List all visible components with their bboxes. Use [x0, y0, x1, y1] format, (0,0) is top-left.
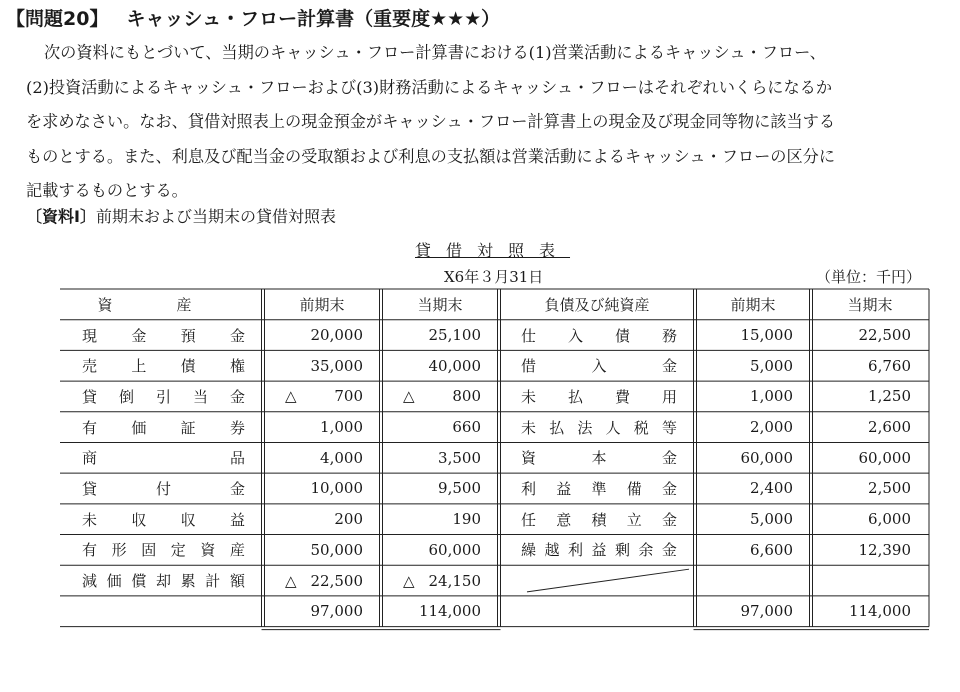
total-liab-current: 114,000 [848, 602, 911, 621]
asset-label-text: 貸 付 金 [82, 479, 245, 498]
statement-line: ものとする。また、利息及び配当金の受取額および利息の支払額は営業活動によるキャッシュ・フローの区分に [26, 146, 836, 166]
value-text: 660 [452, 418, 481, 437]
value-text: 12,390 [858, 540, 911, 559]
asset-label-text: 未 収 収 益 [82, 510, 245, 529]
header-liabilities-text: 負債及び純資産 [544, 295, 650, 314]
value-text: 5,000 [750, 356, 793, 375]
liability-label-text: 資 本 金 [521, 449, 677, 468]
asset-label-text: 有 形 固 定 資 産 [82, 541, 245, 560]
statement-line: 記載するものとする。 [26, 181, 188, 200]
value-text: 5,000 [750, 510, 793, 529]
statement-line: を求めなさい。なお、貸借対照表上の現金預金がキャッシュ・フロー計算書上の現金及び現金同等物に該当する [26, 112, 836, 131]
asset-label-text: 減 価 償 却 累 計 額 [82, 572, 245, 591]
asset-label-text: 有 価 証 券 [82, 418, 245, 437]
liability-label-text: 仕 入 債 務 [521, 326, 677, 345]
asset-label-text: 売 上 債 権 [82, 357, 245, 376]
liability-label-text: 未 払 法 人 税 等 [521, 418, 677, 437]
total-liab-prior: 97,000 [740, 602, 793, 621]
statement-line: 次の資料にもとづいて、当期のキャッシュ・フロー計算書における(1)営業活動によるキャッシュ・フロー、 [44, 43, 826, 62]
value-text: 6,000 [868, 510, 911, 529]
value-text: 2,400 [750, 479, 793, 498]
value-text: 25,100 [428, 326, 481, 345]
value-text: 60,000 [740, 448, 793, 467]
value-text: 700 [334, 387, 363, 406]
value-text: 2,600 [868, 418, 911, 437]
balance-sheet-unit: （単位：千円） [816, 268, 922, 286]
value-text: 1,000 [750, 387, 793, 406]
value-text: 190 [452, 510, 481, 529]
balance-sheet-date: X6年３月31日 [444, 268, 544, 286]
value-text: 6,600 [750, 540, 793, 559]
value-text: 35,000 [310, 356, 363, 375]
header-assets-text: 資産 [97, 295, 256, 314]
header-prior-2-text: 前期末 [730, 295, 776, 314]
value-text: 10,000 [310, 479, 363, 498]
value-text: 40,000 [428, 356, 481, 375]
header-prior-text: 前期末 [299, 295, 345, 314]
asset-label-text: 商 品 [82, 449, 245, 468]
value-text: 2,500 [868, 479, 911, 498]
liability-label-text: 利 益 準 備 金 [521, 479, 677, 498]
value-text: 60,000 [428, 540, 481, 559]
total-asset-current: 114,000 [418, 602, 481, 621]
value-text: 1,250 [868, 387, 911, 406]
value-text: 1,000 [320, 418, 363, 437]
value-text: 3,500 [438, 448, 481, 467]
header-current-text: 当期末 [417, 295, 463, 314]
value-text: 9,500 [438, 479, 481, 498]
triangle-marker: △ [285, 571, 297, 590]
table-rule [527, 569, 689, 592]
problem-number: 【問題20】 [6, 8, 109, 30]
value-text: 24,150 [428, 571, 481, 590]
value-text: 2,000 [750, 418, 793, 437]
source-label: 〔資料Ⅰ〕 [26, 207, 96, 226]
triangle-marker: △ [403, 571, 415, 590]
value-text: 20,000 [310, 326, 363, 345]
liability-label-text: 借 入 金 [521, 357, 677, 376]
value-text: 200 [334, 510, 363, 529]
triangle-marker: △ [285, 387, 297, 406]
liability-label-text: 任 意 積 立 金 [521, 510, 677, 529]
header-current-2-text: 当期末 [847, 295, 893, 314]
value-text: 50,000 [310, 540, 363, 559]
triangle-marker: △ [403, 387, 415, 406]
value-text: 800 [452, 387, 481, 406]
value-text: 6,760 [868, 356, 911, 375]
value-text: 4,000 [320, 448, 363, 467]
asset-label-text: 貸 倒 引 当 金 [82, 387, 245, 406]
asset-label-text: 現 金 預 金 [82, 326, 245, 345]
liability-label-text: 未 払 費 用 [521, 387, 677, 406]
total-asset-prior: 97,000 [310, 602, 363, 621]
value-text: 60,000 [858, 448, 911, 467]
value-text: 15,000 [740, 326, 793, 345]
value-text: 22,500 [858, 326, 911, 345]
value-text: 22,500 [310, 571, 363, 590]
problem-title: キャッシュ・フロー計算書（重要度★★★） [126, 8, 501, 30]
balance-sheet-title: 貸借対照表 [415, 241, 571, 260]
statement-line: (2)投資活動によるキャッシュ・フローおよび(3)財務活動によるキャッシュ・フローはそれぞれいくらになるか [26, 77, 833, 97]
liability-label-text: 繰 越 利 益 剰 余 金 [521, 541, 677, 560]
source-text: 前期末および当期末の貸借対照表 [95, 207, 336, 226]
